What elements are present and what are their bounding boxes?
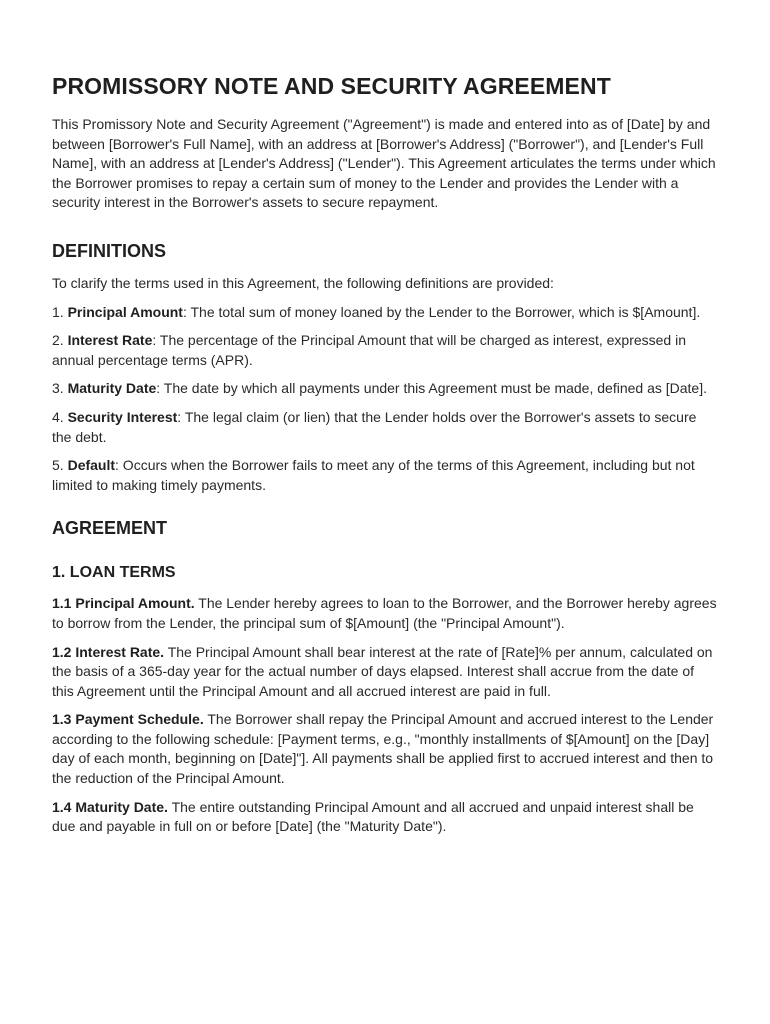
document-title: PROMISSORY NOTE AND SECURITY AGREEMENT	[52, 73, 611, 99]
definition-term: Principal Amount	[67, 303, 183, 320]
definition-text: : The total sum of money loaned by the Lender to the Borrower, which is $[Amount].	[182, 303, 701, 320]
definition-number: 4.	[52, 408, 68, 425]
loan-terms-heading: 1. LOAN TERMS	[52, 564, 176, 582]
definition-number: 3.	[52, 380, 68, 397]
clause-payment-schedule	[52, 710, 718, 788]
definition-text: : The legal claim (or lien) that the Lender holds over the Borrower's assets to secure the debt.	[52, 408, 697, 445]
definition-number: 2.	[52, 332, 68, 349]
clause-principal-amount	[52, 594, 718, 633]
definition-term: Default	[67, 457, 116, 474]
clause-maturity-date	[52, 798, 718, 837]
definition-term: Security Interest	[67, 408, 178, 425]
definitions-heading: DEFINITIONS	[52, 240, 167, 261]
definition-item	[52, 331, 718, 370]
definition-term: Interest Rate	[67, 332, 153, 349]
definition-text: : The date by which all payments under this Agreement must be made, defined as [Date].	[156, 380, 707, 397]
clause-label: 1.2 Interest Rate.	[52, 643, 165, 660]
clause-label: 1.3 Payment Schedule.	[52, 711, 204, 728]
agreement-heading: AGREEMENT	[52, 518, 168, 539]
definitions-intro: To clarify the terms used in this Agreement, the following definitions are provided:	[52, 274, 554, 291]
definition-item	[52, 408, 718, 447]
clause-text: The Principal Amount shall bear interest at the rate of [Rate]% per annum, calculated on the basis of a 365-day year for the actual number of days elapsed. Interest shall accrue from the date of this Agreement until the Principal Amount and all accrued interest are paid in full.	[52, 643, 713, 699]
definition-item	[52, 379, 718, 399]
definition-text: : The percentage of the Principal Amount that will be charged as interest, expressed in annual percentage terms (APR).	[52, 332, 686, 368]
clause-label: 1.1 Principal Amount.	[52, 595, 195, 612]
definition-text: : Occurs when the Borrower fails to meet any of the terms of this Agreement, including but not limited to making timely payments.	[52, 457, 695, 493]
definition-term: Maturity Date	[67, 380, 157, 397]
clause-text: The Borrower shall repay the Principal Amount and accrued interest to the Lender according to the following schedule: [Payment terms, e.g., "monthly installments of $[Amount] on the [Day] day of each month, beginning on [Date]"]. All payments shall be applied first to accrued interest and then to the reduction of the Principal Amount.	[52, 711, 714, 787]
definition-number: 1.	[52, 303, 68, 320]
definition-number: 5.	[52, 457, 68, 474]
definition-item	[52, 456, 718, 495]
intro-paragraph: This Promissory Note and Security Agreement ("Agreement") is made and entered into as of [Date] by and between [Borrower's Full Name], with an address at [Borrower's Address] ("Borrower"), and [Lender's Full Name], with an address at [Lender's Address] ("Lender"). This Agreement articulates the terms under which the Borrower promises to repay a certain sum of money to the Lender and provides the Lender with a security interest in the Borrower's assets to secure repayment.	[52, 116, 716, 211]
clause-text: The entire outstanding Principal Amount and all accrued and unpaid interest shall be due and payable in full on or before [Date] (the "Maturity Date").	[52, 798, 694, 835]
clause-label: 1.4 Maturity Date.	[52, 798, 168, 815]
clause-text: The Lender hereby agrees to loan to the Borrower, and the Borrower hereby agrees to borrow from the Lender, the principal sum of $[Amount] (the "Principal Amount").	[52, 595, 717, 631]
clause-interest-rate	[52, 643, 718, 702]
definition-item	[52, 303, 718, 323]
